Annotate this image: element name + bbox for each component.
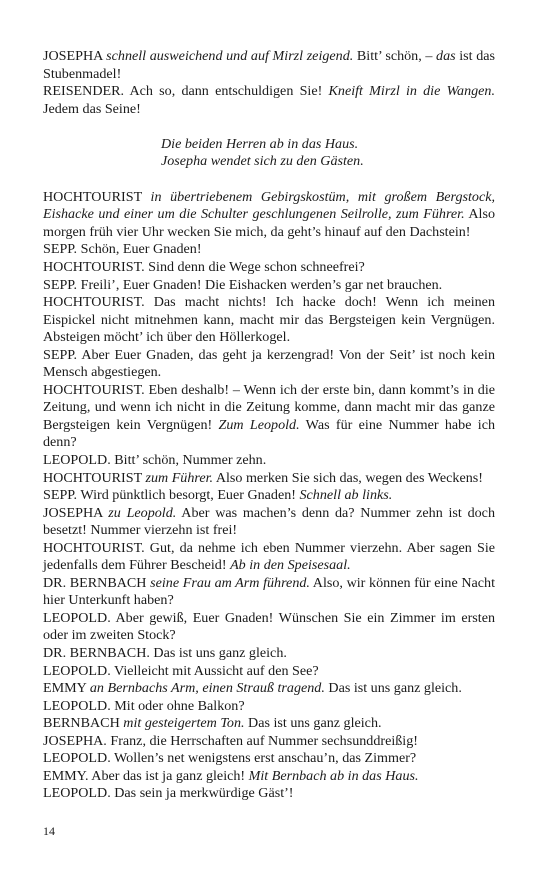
stage-direction-inline: seine Frau am Arm führend. (150, 574, 310, 591)
dialogue-line (43, 610, 495, 645)
stage-direction-inline: schnell ausweichend und auf Mirzl zeigend. (106, 48, 354, 64)
dialogue-line (43, 575, 495, 610)
spoken-text: LEOPOLD. Mit oder ohne Balkon? (43, 697, 245, 714)
spoken-text: HOCHTOURIST. Das macht nichts! Ich hacke doch! Wenn ich meinen Eispickel nicht mitnehmen kann, macht mir das Bergsteigen kein Vergnügen. Absteigen möcht’ ich über den Höllerkogel. (43, 294, 495, 346)
dialogue-line (43, 277, 495, 295)
spoken-text: LEOPOLD. Das sein ja merkwürdige Gäst’! (43, 785, 294, 802)
dialogue-line (43, 189, 495, 242)
spoken-text: Das ist uns ganz gleich. (244, 715, 382, 732)
stage-direction-inline: zum Führer. (145, 469, 214, 486)
spoken-text: Bitt’ schön, – (353, 48, 437, 64)
spoken-text: JOSEPHA. Franz, die Herrschaften auf Nummer sechsunddreißig! (43, 732, 418, 749)
dialogue-line (43, 505, 495, 540)
spoken-text: Also, wir können für eine Nacht hier Unterkunft haben? (43, 574, 495, 609)
spoken-text: HOCHTOURIST. Eben deshalb! – Wenn ich der erste bin, dann kommt’s in die Zeitung, und wenn ich nicht in die Zeitung komme, dann macht mir das ganze Bergsteigen kein Vergnügen! (43, 381, 495, 433)
spoken-text: Aber was machen’s denn da? Nummer zehn ist doch besetzt! Nummer vierzehn ist frei! (43, 504, 495, 539)
spoken-text: DR. BERNBACH. Das ist uns ganz gleich. (43, 645, 287, 661)
spoken-text: LEOPOLD. Aber gewiß, Euer Gnaden! Wünschen Sie ein Zimmer im ersten oder im zweiten Stock? (43, 609, 495, 644)
page-body (43, 48, 495, 803)
spoken-text: SEPP. Freili’, Euer Gnaden! Die Eishacken werden’s gar net brauchen. (43, 276, 443, 293)
dialogue-line (43, 768, 495, 786)
stage-direction-inline: mit gesteigertem Ton. (123, 715, 245, 732)
spoken-text: HOCHTOURIST (43, 188, 151, 205)
spoken-text: LEOPOLD. Vielleicht mit Aussicht auf den See? (43, 662, 319, 679)
dialogue-line (43, 733, 495, 751)
stage-direction-line: Die beiden Herren ab in das Haus. (161, 135, 359, 152)
stage-direction-inline: Zum Leopold. (218, 416, 300, 433)
spoken-text: EMMY. Aber das ist ja ganz gleich! (43, 767, 249, 784)
stage-direction-inline: an Bernbachs Arm, einen Strauß tragend. (89, 680, 325, 697)
spoken-text: DR. BERNBACH (43, 574, 151, 591)
spoken-text: SEPP. Schön, Euer Gnaden! (43, 241, 202, 258)
dialogue-line (43, 83, 495, 118)
dialogue-line (43, 470, 495, 488)
spoken-text: HOCHTOURIST (43, 469, 146, 486)
spoken-text: LEOPOLD. Bitt’ schön, Nummer zehn. (43, 451, 267, 468)
spoken-text: HOCHTOURIST. Gut, da nehme ich eben Nummer vierzehn. Aber sagen Sie jedenfalls dem Führer Bescheid! (43, 539, 495, 574)
spoken-text: JOSEPHA (43, 504, 109, 521)
dialogue-line (43, 750, 495, 768)
stage-direction-inline: Ab in den Speisesaal. (230, 557, 351, 574)
dialogue-line (43, 294, 495, 347)
stage-direction (161, 136, 495, 171)
spoken-text: ist das Stubenmadel! (43, 48, 495, 82)
dialogue-block-main (43, 189, 495, 803)
stage-direction-inline: Schnell ab links. (299, 487, 393, 504)
spoken-text: Also morgen früh vier Uhr wecken Sie mich, da geht’s hinauf auf den Dachstein! (43, 206, 496, 240)
spoken-text: JOSEPHA (43, 48, 107, 64)
stage-direction-inline: das (436, 48, 456, 64)
spoken-text: SEPP. Wird pünktlich besorgt, Euer Gnaden! (43, 487, 300, 504)
dialogue-line (43, 785, 495, 803)
spoken-text: SEPP. Aber Euer Gnaden, das geht ja kerzengrad! Von der Seit’ ist noch kein Mensch abgestiegen. (43, 346, 495, 381)
stage-direction-inline: Kneift Mirzl in die Wangen. (328, 83, 495, 100)
stage-direction-inline: zu Leopold. (108, 504, 177, 521)
stage-direction-line: Josepha wendet sich zu den Gästen. (161, 153, 364, 170)
dialogue-line (43, 241, 495, 259)
spoken-text: LEOPOLD. Wollen’s net wenigstens erst anschau’n, das Zimmer? (43, 750, 417, 767)
spoken-text: BERNBACH (43, 715, 124, 732)
dialogue-line (43, 715, 495, 733)
dialogue-line (43, 259, 495, 277)
dialogue-line (43, 680, 495, 698)
dialogue-line (43, 487, 495, 505)
spoken-text: Das ist uns ganz gleich. (324, 680, 462, 697)
spoken-text: REISENDER. Ach so, dann entschuldigen Sie! (43, 83, 329, 100)
spoken-text: Also merken Sie sich das, wegen des Weckens! (213, 469, 483, 486)
dialogue-line (43, 663, 495, 681)
dialogue-line (43, 452, 495, 470)
spoken-text: HOCHTOURIST. Sind denn die Wege schon schneefrei? (43, 258, 365, 275)
dialogue-line (43, 645, 495, 663)
dialogue-line (43, 698, 495, 716)
stage-direction-inline: Mit Bernbach ab in das Haus. (248, 767, 419, 784)
dialogue-line (43, 382, 495, 452)
stage-direction-inline: in übertriebenem Gebirgskostüm, mit großem Bergstock, Eishacke und einer um die Schulter geschlungenen Seilrolle, zum Führer. (43, 188, 495, 223)
spoken-text: Was für eine Nummer habe ich denn? (43, 416, 495, 451)
dialogue-line (43, 48, 495, 83)
dialogue-line (43, 540, 495, 575)
spoken-text: Jedem das Seine! (43, 100, 141, 117)
page-number: 14 (43, 824, 55, 838)
spoken-text: EMMY (43, 680, 90, 697)
dialogue-line (43, 347, 495, 382)
dialogue-block-top (43, 48, 495, 118)
